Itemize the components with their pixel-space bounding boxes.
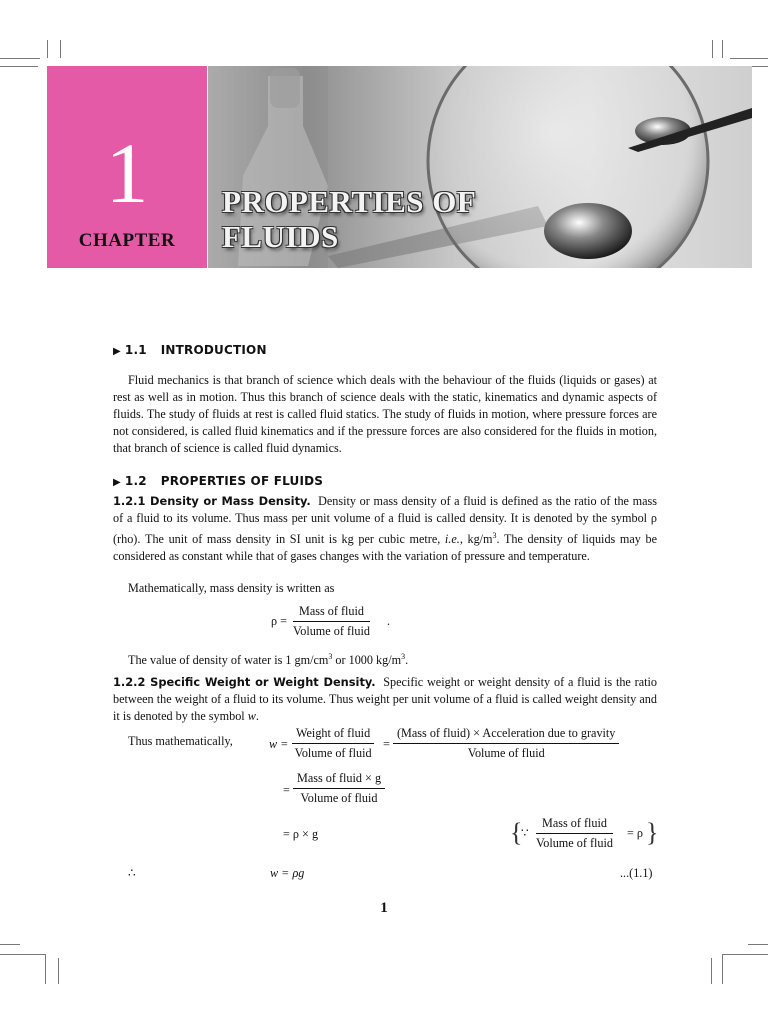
crop-mark [711,958,712,984]
crop-mark [45,954,46,984]
triangle-bullet-icon: ▶ [113,346,121,357]
section-heading-intro [113,343,267,357]
thus-mathematically: Thus mathematically, [128,734,233,748]
density-text-cont: . The density of liquids may be considered as constant while that of gases changes with the variation of pressure and temperature. [113,532,657,564]
denominator: Volume of fluid [300,791,378,805]
denominator: Volume of fluid [293,624,370,638]
subsection-heading-density: 1.2.1 Density or Mass Density. [113,494,311,508]
equals-rho: = ρ [627,826,644,840]
weight-text-end: . [255,709,259,723]
intro-text: Fluid mechanics is that branch of science which deals with the behaviour of the fluids (liquids or gases) at rest as well as in motion. Thus this branch of science deals with the static, kinematics and dynamic aspects of fluids. The study of fluids at rest is called fluid statics. The study of fluids in motion, where pressure forces are not considered, is called fluid kinematics and if the pressure forces are also considered for the fluids in motion, that branch of science is called fluid dynamics. [113,373,657,455]
superscript: 3 [401,652,406,661]
rho-fraction [536,816,613,851]
crop-mark [722,40,723,58]
intro-paragraph [113,372,657,457]
weight-fraction [292,726,374,761]
rho-symbol: ρ = [271,614,288,628]
crop-mark [58,958,59,984]
density-paragraph [113,493,657,565]
chapter-box [47,66,207,268]
ie-text: i.e. [444,532,460,547]
density-text: Density or mass density of a fluid is defined as the ratio of the mass of a fluid to its volume. Thus mass per unit volume of a fluid is called density. It is denoted by the symbol ρ (rho). The unit of mass density in SI unit is kg per cubic metre, [113,494,658,547]
period: . [387,614,391,628]
superscript: 3 [328,652,333,661]
math-intro [113,580,657,597]
denominator: Volume of fluid [467,746,545,760]
water-text: . [405,653,409,668]
water-text: The value of density of water is 1 gm/cm [128,653,329,668]
math-intro-text: Mathematically, mass density is written as [128,581,335,595]
therefore-symbol: ∴ [128,866,136,880]
rho-g: = ρ × g [283,827,319,841]
crop-mark [748,944,768,945]
crop-mark [0,58,40,59]
density-unit: , kg/m [459,532,493,547]
section-title: INTRODUCTION [160,343,267,357]
w-symbol: w [247,709,256,723]
weight-density-paragraph [113,674,657,725]
chapter-photo [208,66,752,268]
water-text: or 1000 kg/m [332,653,402,668]
because-symbol: ∵ [521,826,529,840]
crop-mark [0,954,45,955]
numerator: Mass of fluid [293,604,370,622]
mass-g-fraction [293,771,385,806]
crop-mark [712,40,713,58]
water-density [113,648,657,669]
chapter-title-line2: FLUIDS [222,219,339,254]
crop-mark [730,58,768,59]
equals: = [283,783,290,797]
section-heading-properties [113,474,323,488]
brace-left: { [510,818,523,847]
section-number: 1.2 [124,474,147,488]
crop-mark [0,66,38,67]
numerator: Mass of fluid × g [293,771,385,789]
triangle-bullet-icon: ▶ [113,477,121,488]
crop-mark [722,954,723,984]
denominator: Volume of fluid [536,836,613,850]
crop-mark [47,40,48,58]
numerator: (Mass of fluid) × Acceleration due to gravity [393,726,619,744]
superscript: 3 [492,531,497,540]
weight-text: Specific weight or weight density of a fluid is the ratio between the weight of a fluid to its volume. Thus weight per unit volume of a fluid is called weight density and it is denoted by the symbol [113,675,657,723]
brace-right: } [646,818,659,847]
equation-number: ...(1.1) [620,866,653,880]
crop-mark [0,944,20,945]
section-title: PROPERTIES OF FLUIDS [160,474,324,488]
denominator: Volume of fluid [294,746,372,760]
chapter-title-line1: PROPERTIES OF [222,184,477,219]
w-equals: w = [269,737,289,751]
subsection-heading-weight: 1.2.2 Specific Weight or Weight Density. [113,675,376,689]
crop-mark [722,954,768,955]
numerator: Weight of fluid [292,726,374,744]
chapter-title [222,184,476,254]
chapter-label: CHAPTER [78,230,176,251]
page-number: 1 [380,900,388,916]
crop-mark [60,40,61,58]
section-number: 1.1 [124,343,147,357]
density-fraction [293,604,370,639]
final-equation: w = ρg [270,866,305,880]
mass-acc-fraction [393,726,619,761]
numerator: Mass of fluid [536,816,613,834]
equals: = [383,737,390,751]
chapter-number: 1 [105,125,149,221]
